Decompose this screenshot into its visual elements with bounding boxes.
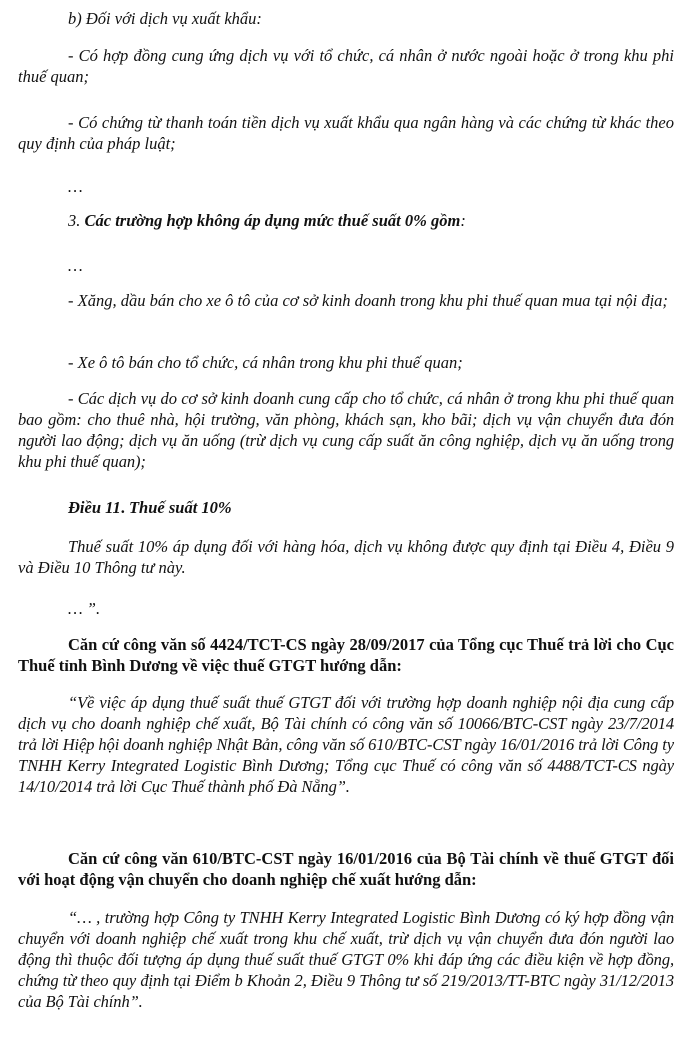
paragraph-basis-4424: Căn cứ công văn số 4424/TCT-CS ngày 28/09/2017 của Tổng cục Thuế trả lời cho Cục Thuế tỉnh Bình Dương về việc thuế GTGT hướng dẫn: (18, 635, 674, 675)
section-number: 3. (68, 211, 85, 230)
paragraph-quote-4424: “Về việc áp dụng thuế suất thuế GTGT đối với trường hợp doanh nghiệp nội địa cung cấp dịch vụ cho doanh nghiệp chế xuất, Bộ Tài chính có công văn số 10066/BTC-CST ngày 23/7/2014 trả lời Hiệp hội doanh nghiệp Nhật Bản, công văn số 610/BTC-CST ngày 16/01/2016 trả lời Công ty TNHH Kerry Integrated Logistic Bình Dương; Tổng cục Thuế có công văn số 4488/TCT-CS ngày 14/10/2014 trả lời Cục Thuế thành phố Đà Nẵng”. (18, 693, 674, 796)
paragraph-ellipsis-1: … (68, 177, 83, 196)
paragraph-car-item: - Xe ô tô bán cho tổ chức, cá nhân trong khu phi thuế quan; (68, 353, 463, 372)
paragraph-tax-rate-10: Thuế suất 10% áp dụng đối với hàng hóa, dịch vụ không được quy định tại Điều 4, Điều 9 và Điều 10 Thông tư này. (18, 537, 674, 577)
paragraph-ellipsis-2: … (68, 256, 83, 275)
section-title: Các trường hợp không áp dụng mức thuế suất 0% gồm (84, 211, 461, 230)
paragraph-fuel-item: - Xăng, dầu bán cho xe ô tô của cơ sở kinh doanh trong khu phi thuế quan mua tại nội địa; (68, 291, 668, 310)
paragraph-closing-quote: … ”. (68, 599, 101, 618)
paragraph-quote-610: “… , trường hợp Công ty TNHH Kerry Integrated Logistic Bình Dương có ký hợp đồng vận chuyển với doanh nghiệp chế xuất trong khu chế xuất, trừ dịch vụ vận chuyển đưa đón người lao động thì thuộc đối tượng áp dụng thuế suất thuế GTGT 0% khi đáp ứng các điều kiện về hợp đồng, chứng từ theo quy định tại Điểm b Khoản 2, Điều 9 Thông tư số 219/2013/TT-BTC ngày 31/12/2013 của Bộ Tài chính”. (18, 908, 674, 1011)
paragraph-section-3-heading (18, 210, 674, 231)
section-colon: : (460, 211, 466, 230)
article-separator: . (120, 498, 129, 517)
paragraph-services-item: - Các dịch vụ do cơ sở kinh doanh cung cấp cho tổ chức, cá nhân ở trong khu phi thuế quan bao gồm: cho thuê nhà, hội trường, văn phòng, khách sạn, kho bãi; dịch vụ vận chuyển đưa đón người lao động; dịch vụ ăn uống (trừ dịch vụ cung cấp suất ăn công nghiệp, dịch vụ ăn uống trong khu phi thuế quan); (18, 389, 674, 471)
paragraph-export-services-heading: b) Đối với dịch vụ xuất khẩu: (68, 9, 262, 28)
paragraph-service-contract: - Có hợp đồng cung ứng dịch vụ với tổ chức, cá nhân ở nước ngoài hoặc ở trong khu phi thuế quan; (18, 46, 674, 86)
paragraph-payment-documents: - Có chứng từ thanh toán tiền dịch vụ xuất khẩu qua ngân hàng và các chứng từ khác theo quy định của pháp luật; (18, 113, 674, 153)
paragraph-basis-610: Căn cứ công văn 610/BTC-CST ngày 16/01/2016 của Bộ Tài chính về thuế GTGT đối với hoạt động vận chuyển cho doanh nghiệp chế xuất hướng dẫn: (18, 849, 674, 889)
article-label: Điều 11 (68, 498, 121, 517)
article-title: Thuế suất 10% (128, 498, 232, 517)
paragraph-article-11-heading (18, 497, 674, 518)
